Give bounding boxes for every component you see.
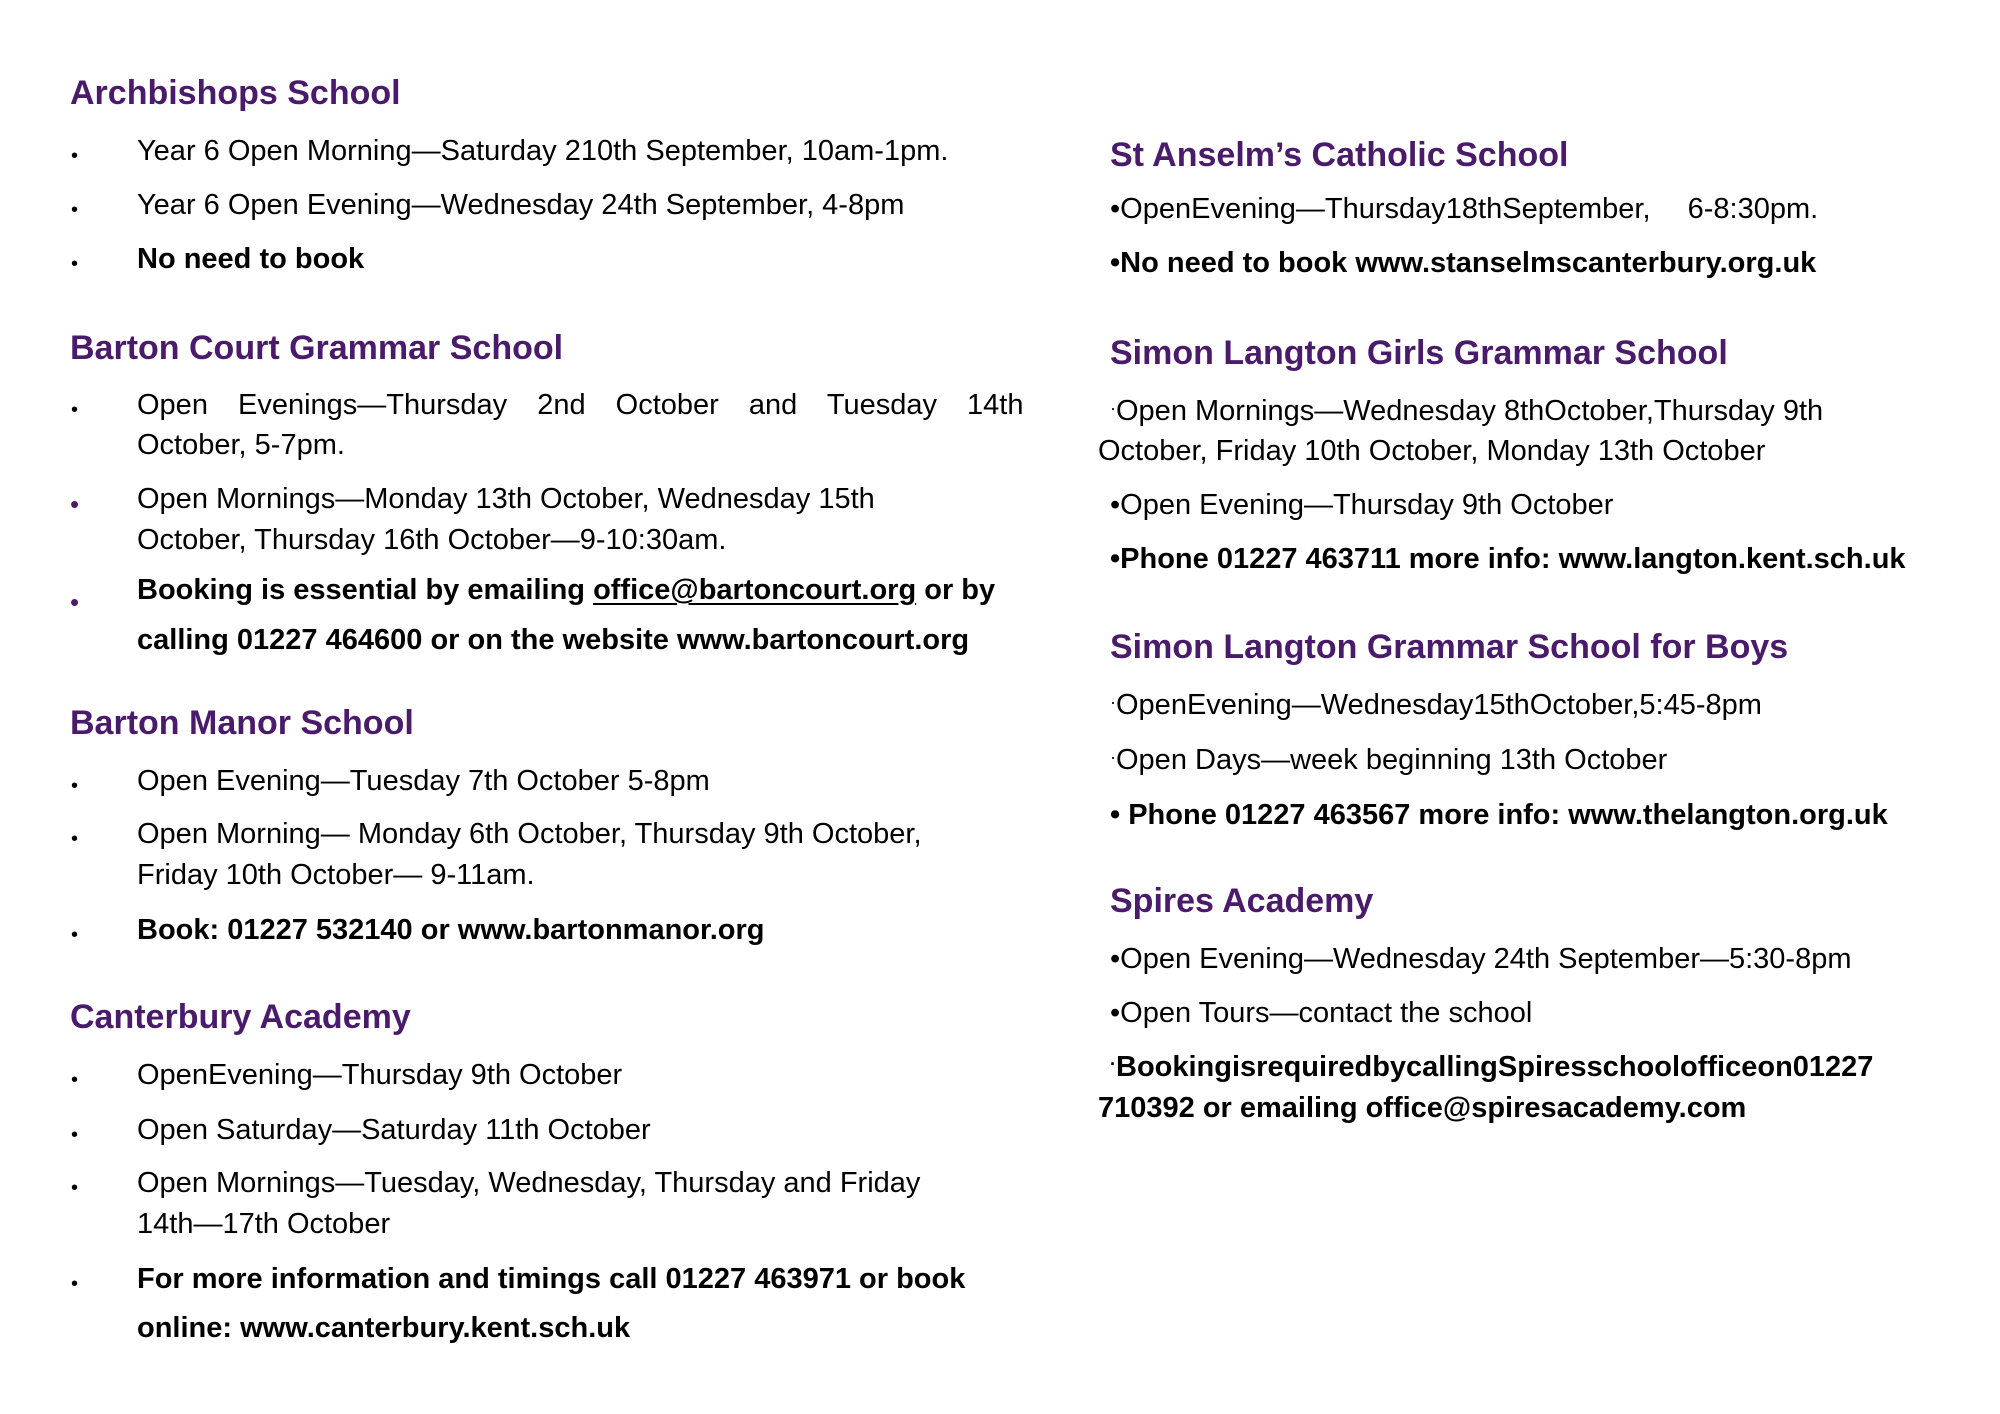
canterbury-academy-item-4-line-2: online: www.canterbury.kent.sch.uk <box>137 1312 631 1344</box>
bullet-icon: • <box>71 1177 79 1199</box>
heading-spires-academy: Spires Academy <box>1110 882 1374 920</box>
canterbury-academy-item-3-line-2: 14th—17th October <box>137 1208 391 1240</box>
canterbury-academy-item-4-line-1: For more information and timings call 01227 463971 or book <box>137 1263 966 1295</box>
heading-st-anselms-catholic-school: St Anselm’s Catholic School <box>1110 136 1569 174</box>
barton-court-booking-text: Booking is essential by emailing <box>137 574 594 606</box>
barton-court-item-3-line-2: calling 01227 464600 or on the website www.bartoncourt.org <box>137 624 970 656</box>
st-anselms-item-1-text: OpenEvening—Thursday18thSeptember, 6-8:30pm. <box>1120 193 1819 225</box>
barton-court-booking-suffix: or by <box>916 574 996 606</box>
bullet-icon: • <box>71 1069 79 1091</box>
barton-court-item-2-line-1: Open Mornings—Monday 13th October, Wednesday 15th <box>137 483 875 515</box>
heading-barton-manor-school: Barton Manor School <box>70 704 414 742</box>
simon-langton-boys-item-1 <box>1110 685 1762 726</box>
bullet-icon: • <box>71 199 79 221</box>
st-anselms-item-2 <box>1110 243 1816 284</box>
simon-langton-boys-item-2-text: Open Days—week beginning 13th October <box>1116 744 1668 776</box>
bullet-icon: • <box>1110 193 1121 225</box>
simon-langton-boys-item-2 <box>1110 740 1667 781</box>
spires-item-1 <box>1110 939 1852 980</box>
barton-court-item-1-text: Open Evenings—Thursday 2nd October and Tuesday 14th <box>137 389 1024 421</box>
archbishops-item-3: No need to book <box>137 243 365 275</box>
barton-manor-item-1: Open Evening—Tuesday 7th October 5-8pm <box>137 765 710 797</box>
spires-item-2-text: Open Tours—contact the school <box>1120 997 1533 1029</box>
bullet-icon: · <box>1110 398 1116 418</box>
spires-item-1-text: Open Evening—Wednesday 24th September—5:30-8pm <box>1120 943 1852 975</box>
spires-item-2 <box>1110 993 1532 1034</box>
heading-archbishops-school: Archbishops School <box>70 74 401 112</box>
barton-court-email-link[interactable]: office@bartoncourt.org <box>593 574 917 606</box>
simon-langton-boys-item-3 <box>1110 795 1888 836</box>
simon-langton-girls-item-1-line-2: October, Friday 10th October, Monday 13th October <box>1098 435 1766 467</box>
bullet-icon: • <box>70 587 80 617</box>
heading-barton-court-grammar-school: Barton Court Grammar School <box>70 329 564 367</box>
heading-canterbury-academy: Canterbury Academy <box>70 998 411 1036</box>
simon-langton-girls-item-3-text: Phone 01227 463711 more info: www.langton.kent.sch.uk <box>1120 543 1906 575</box>
bullet-icon: • <box>1110 997 1121 1029</box>
bullet-icon: · <box>1110 692 1116 712</box>
barton-manor-item-2-line-1: Open Morning— Monday 6th October, Thursday 9th October, <box>137 818 922 850</box>
barton-manor-item-2-line-2: Friday 10th October— 9-11am. <box>137 859 535 891</box>
spires-item-3-line-1 <box>1110 1047 1873 1088</box>
simon-langton-girls-item-2 <box>1110 485 1613 526</box>
bullet-icon: · <box>1110 1054 1116 1074</box>
bullet-icon: • <box>70 489 80 519</box>
heading-simon-langton-girls-grammar-school: Simon Langton Girls Grammar School <box>1110 334 1728 372</box>
bullet-icon: • <box>71 828 79 850</box>
bullet-icon: • <box>1110 489 1121 521</box>
bullet-icon: • <box>1110 799 1121 831</box>
bullet-icon: • <box>71 399 79 421</box>
barton-court-item-2-line-2: October, Thursday 16th October—9-10:30am. <box>137 524 727 556</box>
canterbury-academy-item-3-line-1: Open Mornings—Tuesday, Wednesday, Thursday and Friday <box>137 1167 921 1199</box>
spires-item-3-line-2: 710392 or emailing office@spiresacademy.com <box>1098 1092 1747 1124</box>
barton-court-item-1-line-2: October, 5-7pm. <box>137 429 345 461</box>
simon-langton-girls-item-1-text: Open Mornings—Wednesday 8thOctober,Thursday 9th <box>1116 395 1824 427</box>
bullet-icon: • <box>71 775 79 797</box>
bullet-icon: • <box>71 145 79 167</box>
archbishops-item-2: Year 6 Open Evening—Wednesday 24th September, 4-8pm <box>137 189 905 221</box>
spires-item-3-text: BookingisrequiredbycallingSpiresschoolofficeon01227 <box>1116 1051 1874 1083</box>
simon-langton-boys-item-1-text: OpenEvening—Wednesday15thOctober,5:45-8pm <box>1116 689 1762 721</box>
bullet-icon: • <box>1110 247 1121 279</box>
simon-langton-girls-item-1-line-1 <box>1110 391 1823 432</box>
st-anselms-item-1 <box>1110 189 1818 230</box>
heading-simon-langton-grammar-school-for-boys: Simon Langton Grammar School for Boys <box>1110 628 1789 666</box>
bullet-icon: • <box>71 924 79 946</box>
bullet-icon: • <box>71 1124 79 1146</box>
bullet-icon: • <box>71 253 79 275</box>
simon-langton-girls-item-2-text: Open Evening—Thursday 9th October <box>1120 489 1614 521</box>
barton-court-item-1-line-1 <box>137 385 1024 426</box>
archbishops-item-1: Year 6 Open Morning—Saturday 210th September, 10am-1pm. <box>137 135 949 167</box>
simon-langton-girls-item-3 <box>1110 539 1906 580</box>
bullet-icon: • <box>1110 943 1121 975</box>
barton-court-item-3-line-1 <box>137 570 995 611</box>
bullet-icon: • <box>1110 543 1121 575</box>
bullet-icon: • <box>71 1273 79 1295</box>
canterbury-academy-item-2: Open Saturday—Saturday 11th October <box>137 1114 651 1146</box>
barton-manor-item-3: Book: 01227 532140 or www.bartonmanor.org <box>137 914 765 946</box>
canterbury-academy-item-1: OpenEvening—Thursday 9th October <box>137 1059 623 1091</box>
simon-langton-boys-item-3-text: Phone 01227 463567 more info: www.thelangton.org.uk <box>1120 799 1888 831</box>
st-anselms-item-2-text: No need to book www.stanselmscanterbury.org.uk <box>1120 247 1817 279</box>
bullet-icon: · <box>1110 747 1116 767</box>
